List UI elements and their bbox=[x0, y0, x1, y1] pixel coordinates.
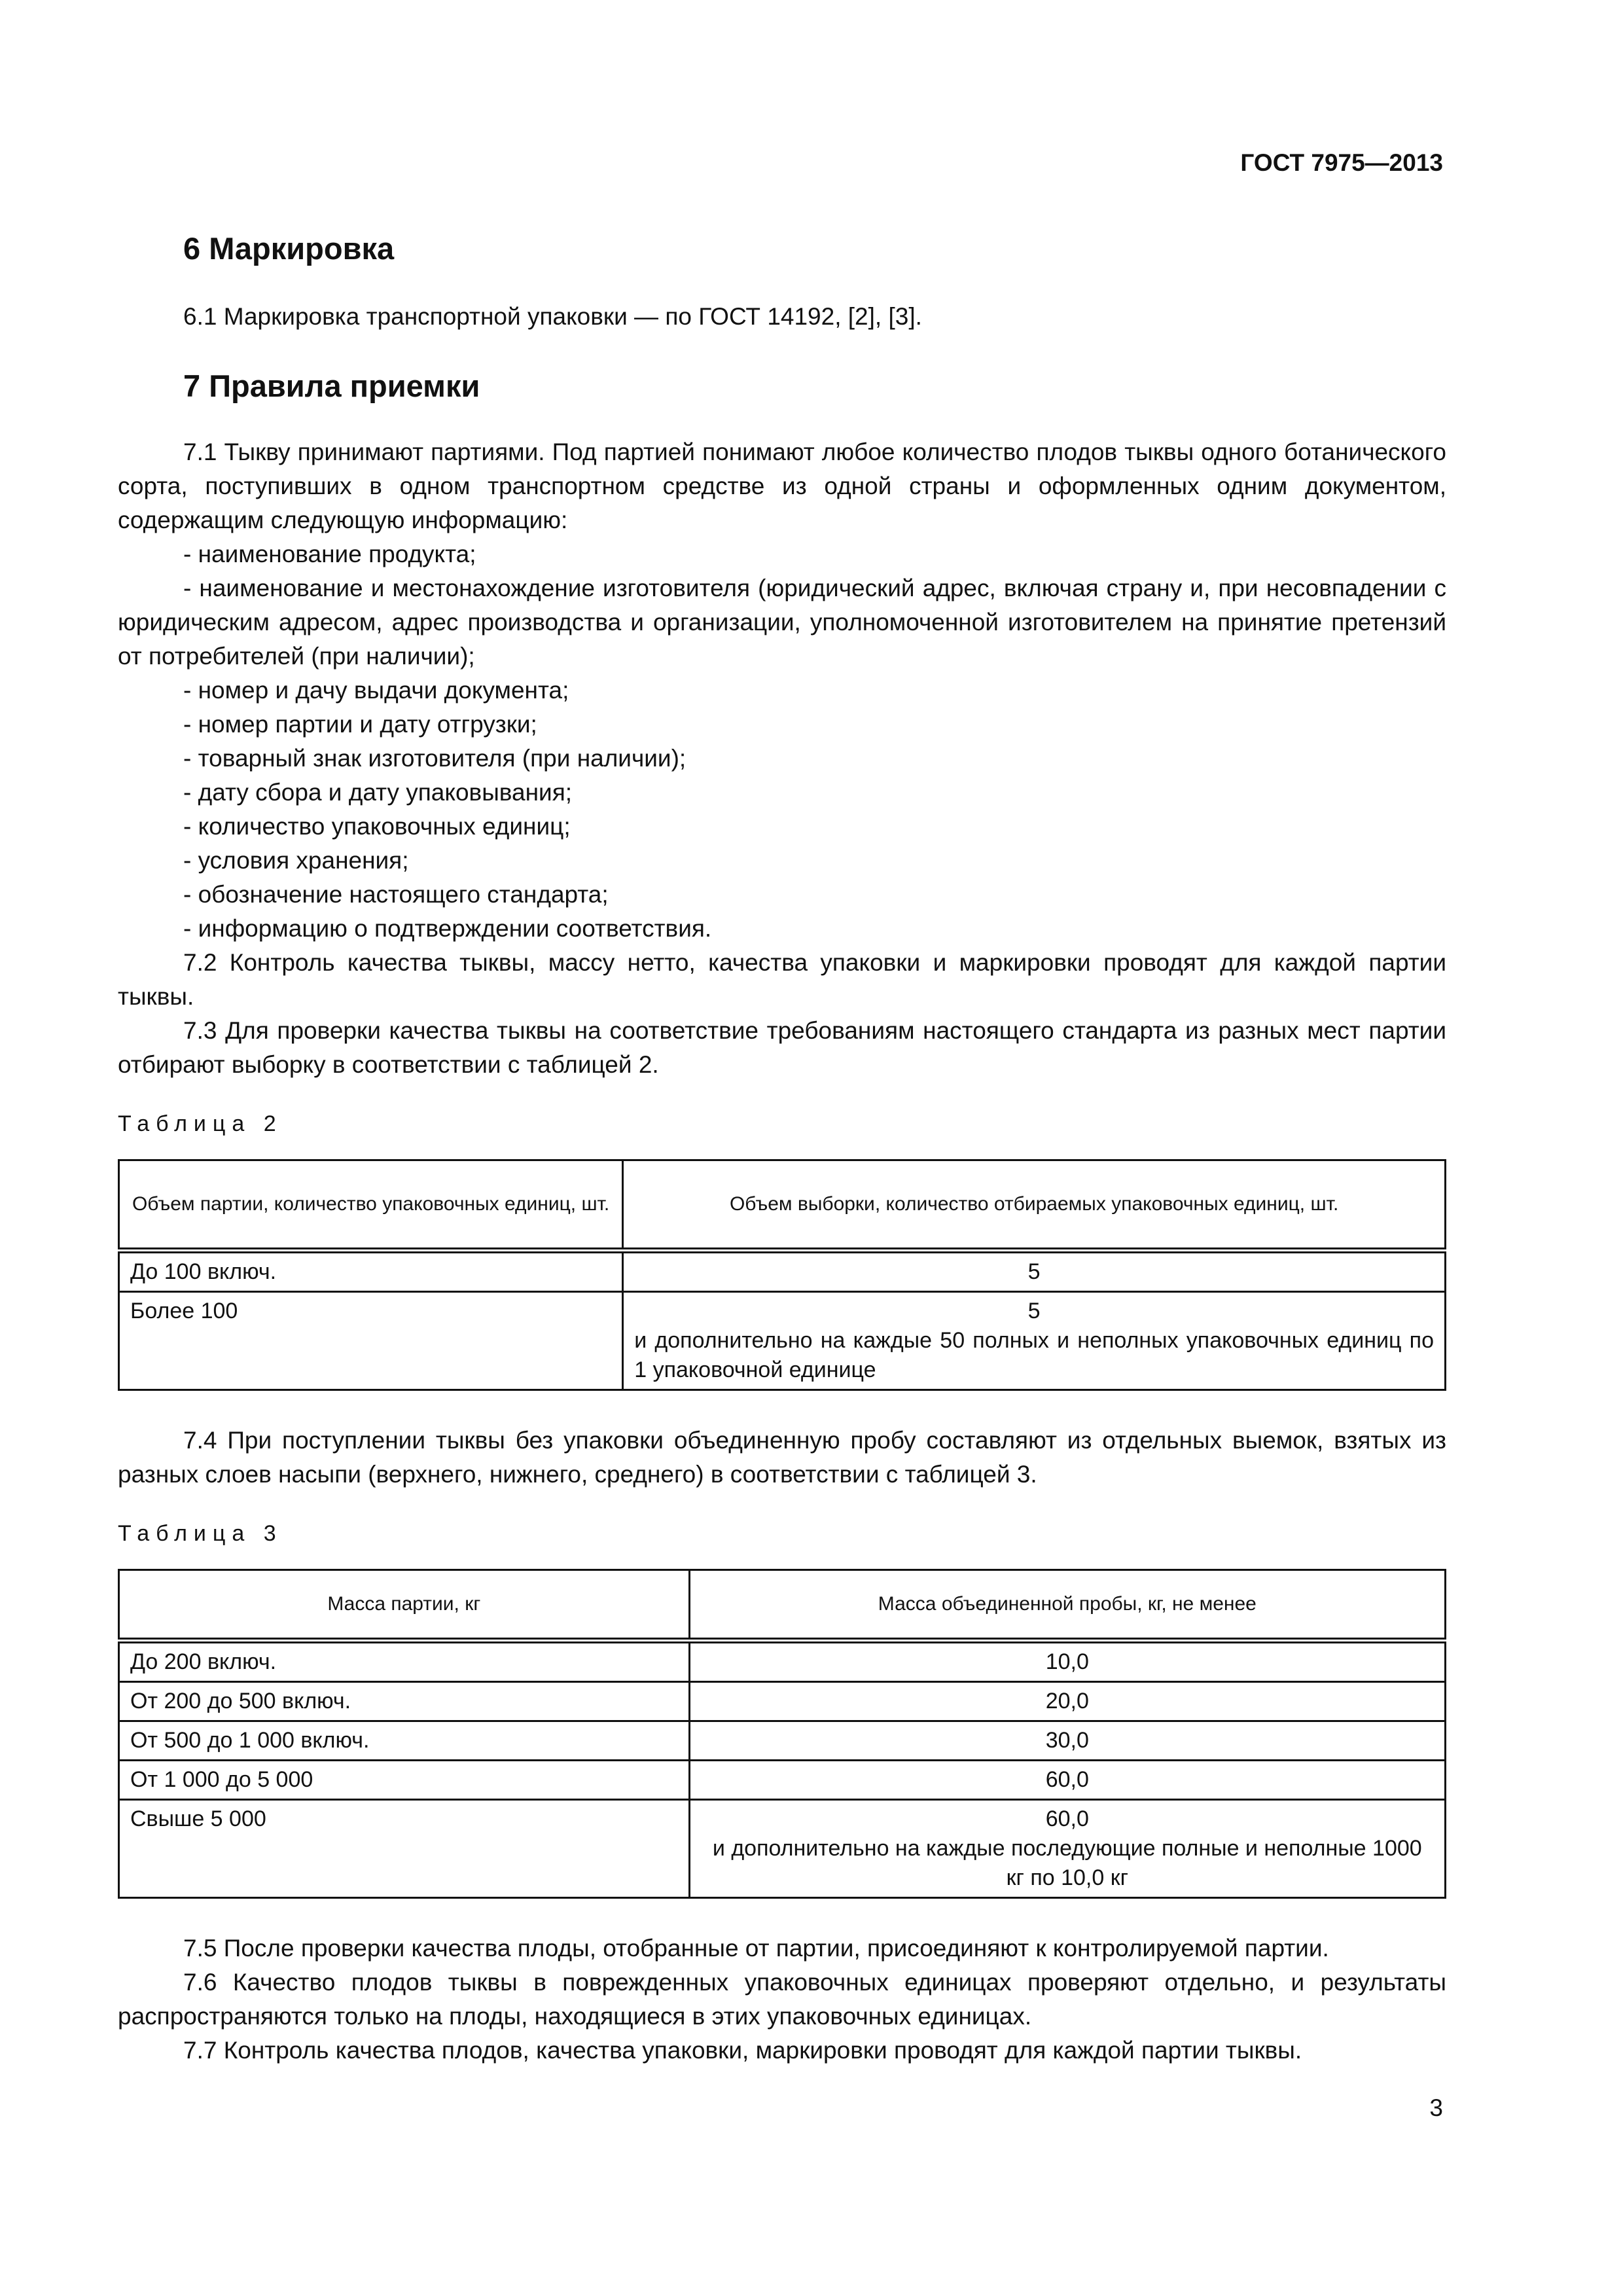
paragraph-7-1: 7.1 Тыкву принимают партиями. Под партией понимают любое количество плодов тыквы одного ботанического сорта, поступивших в одном транспортном средстве из одной страны и оформленных одним документом, содержащим следующую информацию: bbox=[118, 439, 1446, 533]
table-row bbox=[119, 1641, 1446, 1682]
paragraph-6-1: 6.1 Маркировка транспортной упаковки — по ГОСТ 14192, [2], [3]. bbox=[183, 303, 922, 330]
table-3-cell-note: и дополнительно на каждые последующие полные и неполные 1000 кг по 10,0 кг bbox=[712, 1836, 1422, 1890]
table-3-cell: От 200 до 500 включ. bbox=[119, 1682, 690, 1721]
table-3-cell: До 200 включ. bbox=[119, 1641, 690, 1682]
table-3-header-col1: Масса партии, кг bbox=[119, 1570, 690, 1641]
table-3-cell: От 1 000 до 5 000 bbox=[119, 1761, 690, 1800]
paragraph-7-6: 7.6 Качество плодов тыквы в поврежденных упаковочных единицах проверяют отдельно, и результаты распространяются только на плоды, находящиеся в этих упаковочных единицах. bbox=[118, 1969, 1446, 2030]
table-row bbox=[119, 1800, 1446, 1898]
table-3-cell: От 500 до 1 000 включ. bbox=[119, 1721, 690, 1761]
table-3-cell: Свыше 5 000 bbox=[119, 1800, 690, 1898]
table-row bbox=[119, 1251, 1446, 1292]
table-3-cell: 20,0 bbox=[689, 1682, 1445, 1721]
document-code: ГОСТ 7975—2013 bbox=[1240, 149, 1443, 176]
table-header-row bbox=[119, 1570, 1446, 1641]
table-2-cell: До 100 включ. bbox=[119, 1251, 623, 1292]
list-item: - товарный знак изготовителя (при наличии); bbox=[183, 745, 687, 772]
table-row bbox=[119, 1761, 1446, 1800]
list-item: - количество упаковочных единиц; bbox=[183, 813, 571, 840]
table-2-cell bbox=[623, 1292, 1446, 1390]
table-2-header-col1: Объем партии, количество упаковочных единиц, шт. bbox=[119, 1160, 623, 1251]
table-3-cell: 10,0 bbox=[689, 1641, 1445, 1682]
paragraph-7-2: 7.2 Контроль качества тыквы, массу нетто, качества упаковки и маркировки проводят для каждой партии тыквы. bbox=[118, 949, 1446, 1010]
section-6-title: 6 Маркировка bbox=[183, 231, 395, 266]
table-3-cell: 60,0 bbox=[689, 1761, 1445, 1800]
page-content bbox=[118, 223, 1446, 2068]
table-header-row bbox=[119, 1160, 1446, 1251]
table-2-caption: Таблица 2 bbox=[118, 1111, 283, 1136]
paragraph-7-7: 7.7 Контроль качества плодов, качества упаковки, маркировки проводят для каждой партии тыквы. bbox=[183, 2037, 1302, 2064]
list-item: - дату сбора и дату упаковывания; bbox=[183, 779, 573, 806]
table-2-cell-note: и дополнительно на каждые 50 полных и неполных упаковочных единиц по 1 упаковочной единице bbox=[634, 1328, 1434, 1382]
list-item: - номер партии и дату отгрузки; bbox=[183, 711, 537, 738]
table-2-cell-value: 5 bbox=[1027, 1299, 1041, 1323]
table-2-cell: Более 100 bbox=[119, 1292, 623, 1390]
table-row bbox=[119, 1292, 1446, 1390]
list-item: - наименование и местонахождение изготовителя (юридический адрес, включая страну и, при несовпадении с юридическим адресом, адрес производства и организации, уполномоченной изготовителем на принятие претензий от потребителей (при наличии); bbox=[118, 575, 1446, 670]
paragraph-7-3: 7.3 Для проверки качества тыквы на соответствие требованиям настоящего стандарта из разных мест партии отбирают выборку в соответствии с таблицей 2. bbox=[118, 1017, 1446, 1078]
section-7-title: 7 Правила приемки bbox=[183, 368, 480, 403]
table-row bbox=[119, 1682, 1446, 1721]
paragraph-7-5: 7.5 После проверки качества плоды, отобранные от партии, присоединяют к контролируемой партии. bbox=[183, 1935, 1329, 1962]
table-2-cell: 5 bbox=[623, 1251, 1446, 1292]
list-item: - обозначение настоящего стандарта; bbox=[183, 881, 609, 908]
list-item: - номер и дачу выдачи документа; bbox=[183, 677, 569, 704]
list-item: - условия хранения; bbox=[183, 847, 409, 874]
table-3-cell: 30,0 bbox=[689, 1721, 1445, 1761]
table-row bbox=[119, 1721, 1446, 1761]
table-3-cell bbox=[689, 1800, 1445, 1898]
table-2-header-col2: Объем выборки, количество отбираемых упаковочных единиц, шт. bbox=[623, 1160, 1446, 1251]
paragraph-7-4: 7.4 При поступлении тыквы без упаковки объединенную пробу составляют из отдельных выемок, взятых из разных слоев насыпи (верхнего, нижнего, среднего) в соответствии с таблицей 3. bbox=[118, 1427, 1446, 1488]
table-2 bbox=[118, 1159, 1446, 1391]
list-item: - информацию о подтверждении соответствия. bbox=[183, 915, 712, 942]
table-3-header-col2: Масса объединенной пробы, кг, не менее bbox=[689, 1570, 1445, 1641]
table-3-caption: Таблица 3 bbox=[118, 1521, 283, 1546]
table-3-cell-value: 60,0 bbox=[1045, 1806, 1089, 1831]
page-number: 3 bbox=[1429, 2094, 1443, 2121]
list-item: - наименование продукта; bbox=[183, 541, 476, 567]
table-3 bbox=[118, 1569, 1446, 1899]
